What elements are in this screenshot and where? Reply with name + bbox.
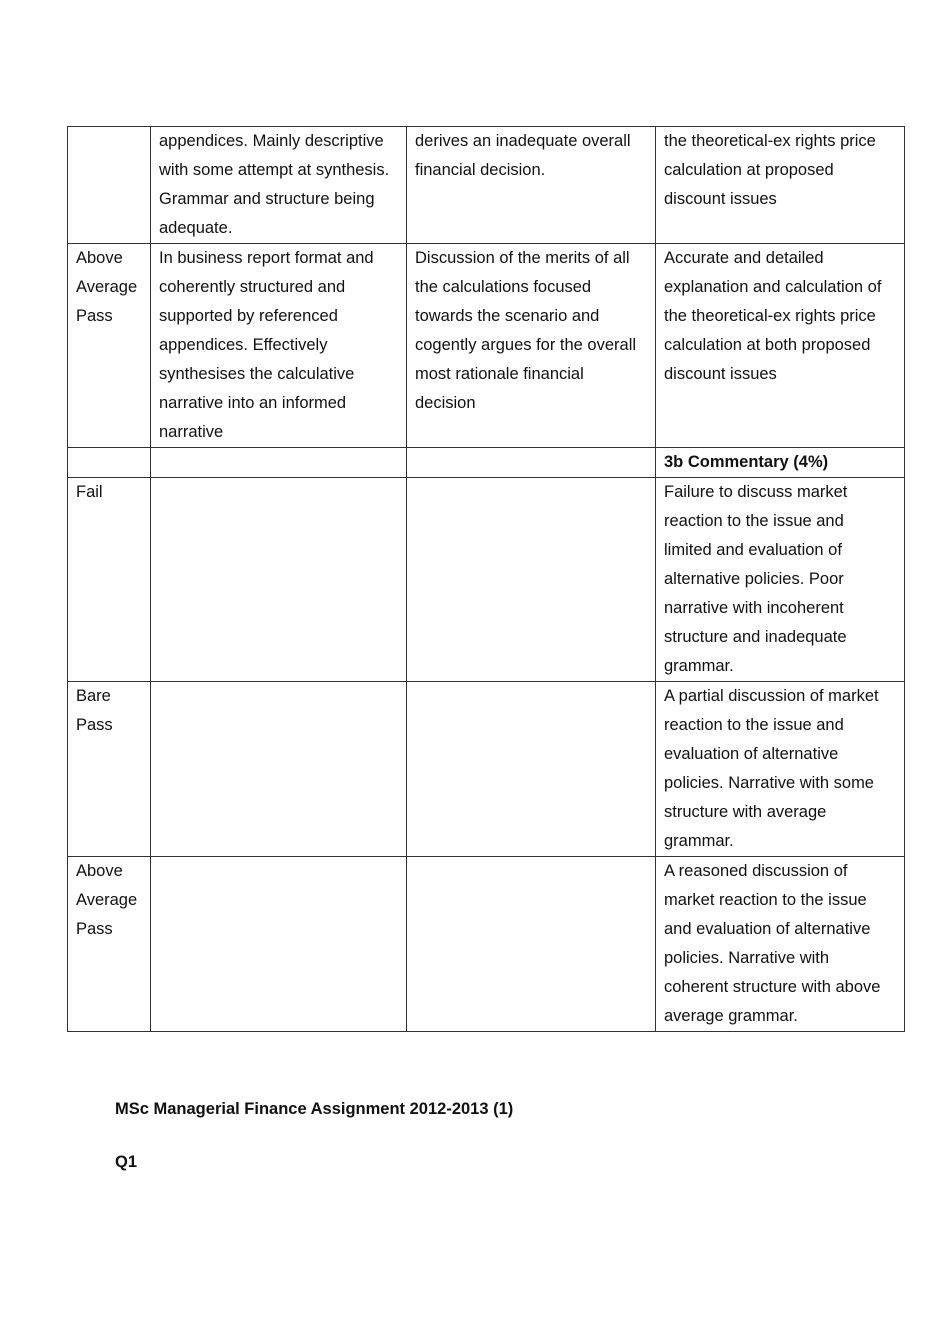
grade-cell: Above Average Pass	[68, 244, 151, 448]
criteria-cell	[151, 448, 407, 478]
criteria-cell	[407, 682, 656, 857]
criteria-cell: A reasoned discussion of market reaction to the issue and evaluation of alternative policies. Narrative with coherent structure with above average grammar.	[656, 857, 905, 1032]
grade-cell: Fail	[68, 478, 151, 682]
grade-cell	[68, 127, 151, 244]
section-header-cell: 3b Commentary (4%)	[656, 448, 905, 478]
criteria-cell	[407, 448, 656, 478]
grade-cell: Bare Pass	[68, 682, 151, 857]
criteria-cell: Accurate and detailed explanation and calculation of the theoretical-ex rights price calculation at both proposed discount issues	[656, 244, 905, 448]
criteria-cell	[151, 478, 407, 682]
criteria-cell: appendices. Mainly descriptive with some attempt at synthesis. Grammar and structure being adequate.	[151, 127, 407, 244]
table-row	[68, 448, 905, 478]
criteria-cell	[407, 478, 656, 682]
section-heading: Q1	[115, 1153, 138, 1171]
grade-cell: Above Average Pass	[68, 857, 151, 1032]
marking-rubric-table	[67, 126, 905, 1032]
document-title: MSc Managerial Finance Assignment 2012-2013 (1)	[115, 1100, 514, 1118]
grade-cell	[68, 448, 151, 478]
criteria-cell	[407, 857, 656, 1032]
criteria-cell: Failure to discuss market reaction to the issue and limited and evaluation of alternative policies. Poor narrative with incoherent structure and inadequate grammar.	[656, 478, 905, 682]
table-row	[68, 244, 905, 448]
table-row	[68, 478, 905, 682]
criteria-cell: Discussion of the merits of all the calculations focused towards the scenario and cogently argues for the overall most rationale financial decision	[407, 244, 656, 448]
table-row	[68, 682, 905, 857]
criteria-cell: the theoretical-ex rights price calculation at proposed discount issues	[656, 127, 905, 244]
criteria-cell	[151, 682, 407, 857]
criteria-cell: A partial discussion of market reaction to the issue and evaluation of alternative policies. Narrative with some structure with average grammar.	[656, 682, 905, 857]
criteria-cell: derives an inadequate overall financial decision.	[407, 127, 656, 244]
criteria-cell	[151, 857, 407, 1032]
table-row	[68, 127, 905, 244]
criteria-cell: In business report format and coherently structured and supported by referenced appendices. Effectively synthesises the calculative narrative into an informed narrative	[151, 244, 407, 448]
table-row	[68, 857, 905, 1032]
